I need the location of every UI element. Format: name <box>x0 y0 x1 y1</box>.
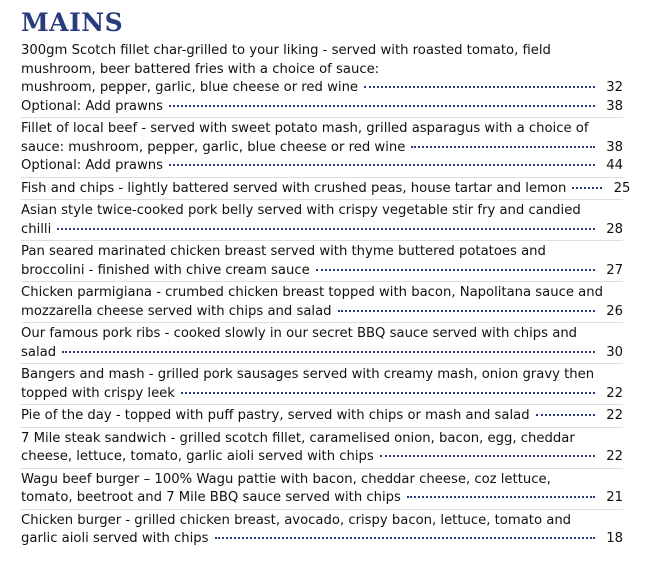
item-price: 27 <box>606 262 623 278</box>
item-text: Chicken parmigiana - crumbed chicken breast topped with bacon, Napolitana sauce and <box>21 285 603 300</box>
item-text: topped with crispy leek <box>21 385 175 401</box>
item-text: 300gm Scotch fillet char-grilled to your liking - served with roasted tomato, field <box>21 43 551 58</box>
item-text: Pie of the day - topped with puff pastry, served with chips or mash and salad <box>21 408 530 423</box>
item-price: 44 <box>606 158 623 173</box>
item-text: mushroom, beer battered fries with a choice of sauce: <box>21 61 380 77</box>
item-text: Asian style twice-cooked pork belly served with crispy vegetable stir fry and candied <box>21 203 581 218</box>
item-line <box>21 512 623 531</box>
dot-leader <box>411 146 595 148</box>
menu-item <box>21 177 631 199</box>
item-line <box>21 221 623 240</box>
item-price: 21 <box>606 490 623 505</box>
menu-page <box>21 8 631 550</box>
item-line <box>21 61 623 80</box>
menu-item <box>21 117 623 176</box>
item-text: Optional: Add prawns <box>21 98 164 114</box>
menu-item <box>21 281 623 321</box>
item-line <box>21 98 623 117</box>
menu-item <box>21 468 623 508</box>
item-price: 26 <box>606 303 623 319</box>
item-line <box>21 262 623 281</box>
item-line <box>21 366 623 385</box>
menu-item <box>21 322 623 362</box>
item-line <box>21 139 623 158</box>
menu-item <box>21 240 623 280</box>
item-line <box>21 120 623 139</box>
item-line <box>21 325 623 344</box>
item-text: broccolini - finished with chive cream sauce <box>21 262 310 278</box>
item-line <box>21 284 623 303</box>
item-price: 18 <box>606 531 623 546</box>
menu-item <box>21 42 623 116</box>
item-text: salad <box>21 344 57 360</box>
menu-item <box>21 404 623 426</box>
item-price: 22 <box>606 408 623 423</box>
section-title: MAINS <box>21 8 124 37</box>
item-price: 38 <box>606 139 623 155</box>
dot-leader <box>57 228 595 230</box>
item-text: garlic aioli served with chips <box>21 531 209 546</box>
item-line <box>21 530 623 549</box>
item-text: chilli <box>21 221 52 237</box>
item-line <box>21 344 623 363</box>
item-line <box>21 407 623 426</box>
item-line <box>21 303 623 322</box>
dot-leader <box>169 105 595 107</box>
dot-leader <box>215 537 595 539</box>
item-line <box>21 448 623 467</box>
item-text: Our famous pork ribs - cooked slowly in our secret BBQ sauce served with chips and <box>21 326 578 341</box>
item-text: Bangers and mash - grilled pork sausages served with creamy mash, onion gravy then <box>21 367 595 382</box>
item-text: 7 Mile steak sandwich - grilled scotch fillet, caramelised onion, bacon, egg, cheddar <box>21 430 575 446</box>
item-text: mushroom, pepper, garlic, blue cheese or red wine <box>21 80 359 95</box>
item-text: Pan seared marinated chicken breast served with thyme buttered potatoes and <box>21 244 546 259</box>
item-text: Chicken burger - grilled chicken breast, avocado, crispy bacon, lettuce, tomato and <box>21 512 572 528</box>
item-text: cheese, lettuce, tomato, garlic aioli served with chips <box>21 449 374 464</box>
item-text: Fillet of local beef - served with sweet potato mash, grilled asparagus with a choice of <box>21 121 589 136</box>
dot-leader <box>62 351 595 353</box>
item-price: 22 <box>606 449 623 464</box>
dot-leader <box>169 164 595 166</box>
menu-item <box>21 427 623 467</box>
item-price: 32 <box>606 80 623 95</box>
item-price: 38 <box>606 98 623 114</box>
item-line <box>21 180 631 199</box>
item-text: Wagu beef burger – 100% Wagu pattie with bacon, cheddar cheese, coz lettuce, <box>21 471 551 487</box>
dot-leader <box>572 187 602 189</box>
dot-leader <box>364 86 595 88</box>
dot-leader <box>380 455 595 457</box>
menu-item <box>21 509 623 549</box>
item-text: sauce: mushroom, pepper, garlic, blue cheese or red wine <box>21 139 406 155</box>
item-text: mozzarella cheese served with chips and salad <box>21 303 332 319</box>
item-text: tomato, beetroot and 7 Mile BBQ sauce served with chips <box>21 490 401 505</box>
dot-leader <box>316 269 595 271</box>
item-line <box>21 471 623 490</box>
item-price: 25 <box>613 180 631 196</box>
menu-item <box>21 363 623 403</box>
dot-leader <box>407 496 595 498</box>
item-line <box>21 430 623 449</box>
item-line <box>21 489 623 508</box>
item-line <box>21 385 623 404</box>
item-price: 22 <box>606 385 623 401</box>
item-line <box>21 157 623 176</box>
item-text: Fish and chips - lightly battered served with crushed peas, house tartar and lemon <box>21 180 567 196</box>
item-text: Optional: Add prawns <box>21 158 164 173</box>
dot-leader <box>181 392 595 394</box>
item-line <box>21 42 623 61</box>
item-line <box>21 79 623 98</box>
item-price: 30 <box>606 344 623 360</box>
item-line <box>21 243 623 262</box>
item-price: 28 <box>606 221 623 237</box>
dot-leader <box>536 414 595 416</box>
item-line <box>21 202 623 221</box>
dot-leader <box>338 310 595 312</box>
menu-item <box>21 199 623 239</box>
